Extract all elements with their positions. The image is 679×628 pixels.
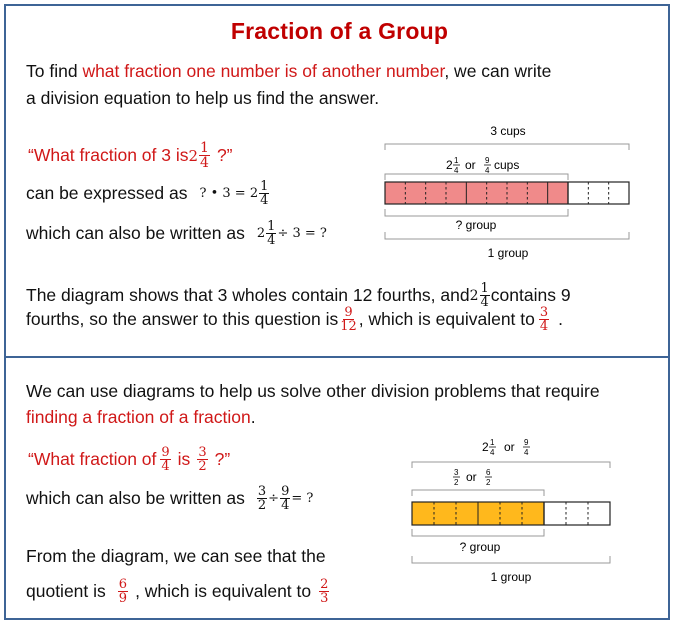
- quotient-fraction: [118, 578, 128, 605]
- written-fraction: [266, 220, 276, 247]
- diagram-mid-frac-den: 4: [485, 166, 490, 175]
- top-intro-text: To find: [26, 61, 83, 81]
- expressed-line: [26, 180, 270, 207]
- diagram2-group-bracket: [412, 529, 544, 536]
- quotient-num: 6: [118, 577, 128, 592]
- diagram2-top-frac-num: 9: [524, 438, 529, 447]
- written-whole: 2: [256, 226, 266, 241]
- conclusion-whole: 2: [469, 287, 479, 304]
- conclusion-frac-den: 4: [480, 295, 489, 310]
- diagram-mid-bracket: [385, 174, 568, 180]
- diagram-mid-frac-num: 9: [485, 156, 490, 165]
- expressed-frac-num: 1: [260, 179, 269, 194]
- bottom-q-a-den: 4: [161, 459, 170, 474]
- bottom-question-frac-b: [197, 446, 207, 473]
- diagram2-bottom-label: 1 group: [490, 570, 532, 584]
- bottom-eq-frac-a: [257, 485, 267, 512]
- diagram-whole-bracket: [385, 232, 629, 239]
- cups-bar-filled: [385, 182, 568, 204]
- diagram-mid-or: or: [465, 158, 476, 172]
- diagram-mid-den: 4: [454, 166, 459, 175]
- quotient-equiv-fraction: [319, 578, 329, 605]
- bottom-eq-b-den: 4: [281, 498, 290, 513]
- bottom-eq-b-num: 9: [281, 484, 290, 499]
- top-intro-line1: [26, 61, 551, 82]
- conclusion-period: .: [558, 309, 564, 329]
- diagram-top-label: 3 cups: [490, 124, 526, 138]
- diagram-mid-num: 1: [454, 156, 459, 165]
- conclusion-text-1: The diagram shows that 3 wholes contain 12 fourths, and: [26, 285, 470, 305]
- top-intro-highlight: what fraction one number is of another number: [82, 61, 445, 81]
- diagram2-mid-num-b: 6: [486, 468, 491, 477]
- bottom-eq-tail: = ?: [291, 491, 314, 506]
- cups-diagram: [380, 118, 640, 268]
- diagram-mid-cups: cups: [494, 158, 520, 172]
- diagram-mid-whole: 2: [446, 158, 453, 172]
- bottom-intro-line2: [26, 407, 256, 428]
- diagram-bar: [385, 182, 629, 204]
- top-question-frac-num: 1: [200, 140, 209, 156]
- written-label: which can also be written as: [26, 223, 245, 243]
- conclusion-frac-num: 1: [480, 281, 489, 296]
- answer-den: 12: [340, 319, 357, 334]
- equivalent-fraction: [539, 306, 549, 333]
- bottom-question: [28, 446, 230, 473]
- bottom-quotient-line: [26, 578, 330, 605]
- diagram-top-bracket: [385, 144, 629, 150]
- diagram2-top-or: or: [504, 440, 515, 454]
- bottom-eq-a-num: 3: [257, 484, 267, 499]
- diagram-bottom-label: 1 group: [487, 246, 529, 260]
- conclusion-fraction: [480, 282, 490, 309]
- written-frac-den: 4: [267, 233, 276, 248]
- bottom-question-is: is: [177, 449, 191, 469]
- diagram2-top-bracket: [412, 462, 610, 468]
- bottom-question-close: ?”: [214, 449, 231, 469]
- diagram2-top-num: 1: [490, 438, 495, 447]
- diagram2-mid-or: or: [466, 470, 477, 484]
- diagram-group-label: ? group: [455, 218, 497, 232]
- top-question-open: “What fraction of 3 is: [28, 145, 189, 165]
- quotient-equiv-label: , which is equivalent to: [135, 581, 312, 601]
- bottom-intro-end: .: [250, 407, 256, 427]
- expressed-equation-fraction: [259, 180, 269, 207]
- bottom-from-line: From the diagram, we can see that the: [26, 546, 326, 566]
- written-line: [26, 220, 327, 247]
- bottom-eq-divide: ÷: [268, 491, 280, 506]
- top-intro-text-end: , we can write: [444, 61, 552, 81]
- quotient-equiv-den: 3: [320, 591, 329, 606]
- bottom-q-a-num: 9: [161, 445, 170, 460]
- fraction-diagram: [404, 430, 624, 590]
- conclusion-text-2: contains 9: [490, 285, 571, 305]
- answer-num: 9: [344, 305, 353, 320]
- page-title: Fraction of a Group: [230, 18, 449, 44]
- top-question-fraction: [199, 141, 210, 170]
- conclusion-text-3: fourths, so the answer to this question is: [26, 309, 339, 329]
- quotient-den: 9: [118, 591, 128, 606]
- diagram2-mid-num-a: 3: [454, 468, 459, 477]
- diagram2-top-frac-den: 4: [524, 448, 529, 457]
- top-intro-line2: a division equation to help us find the answer.: [26, 88, 380, 108]
- bottom-eq-a-den: 2: [257, 498, 267, 513]
- bottom-written-label: which can also be written as: [26, 488, 245, 508]
- bottom-written-line: [26, 485, 313, 512]
- bottom-q-b-num: 3: [198, 445, 207, 460]
- expressed-frac-den: 4: [260, 193, 269, 208]
- equivalent-den: 4: [539, 319, 549, 334]
- top-question-close: ?”: [216, 145, 233, 165]
- expressed-equation: ? • 3 = 2: [199, 186, 259, 201]
- bottom-intro-line1: We can use diagrams to help us solve other division problems that require: [26, 381, 600, 401]
- diagram2-mid-den-b: 2: [486, 478, 491, 487]
- quotient-label: quotient is: [26, 581, 106, 601]
- diagram2-mid-den-a: 2: [454, 478, 459, 487]
- quotient-equiv-num: 2: [320, 577, 329, 592]
- diagram2-bar: [412, 502, 610, 525]
- written-equation-tail: ÷ 3 = ?: [277, 226, 327, 241]
- top-question-whole: 2: [188, 146, 199, 165]
- top-question: [28, 141, 233, 170]
- bottom-question-frac-a: [160, 446, 170, 473]
- bottom-eq-frac-b: [280, 485, 290, 512]
- diagram2-mid-bracket: [412, 490, 544, 496]
- diagram2-top-den: 4: [490, 448, 495, 457]
- conclusion-text-4: , which is equivalent to: [358, 309, 535, 329]
- bottom-question-open: “What fraction of: [28, 449, 157, 469]
- diagram-group-bracket: [385, 209, 568, 216]
- conclusion-line1: [26, 282, 571, 309]
- section-divider: [4, 356, 670, 358]
- expressed-label: can be expressed as: [26, 183, 188, 203]
- diagram2-top-whole: 2: [482, 440, 489, 454]
- bottom-intro-highlight: finding a fraction of a fraction: [26, 407, 251, 427]
- bottom-q-b-den: 2: [198, 459, 207, 474]
- answer-fraction: [339, 306, 358, 333]
- diagram2-group-label: ? group: [459, 540, 501, 554]
- equivalent-num: 3: [539, 305, 549, 320]
- top-question-frac-den: 4: [200, 155, 209, 171]
- conclusion-line2: [26, 306, 563, 333]
- diagram2-whole-bracket: [412, 556, 610, 563]
- written-frac-num: 1: [267, 219, 276, 234]
